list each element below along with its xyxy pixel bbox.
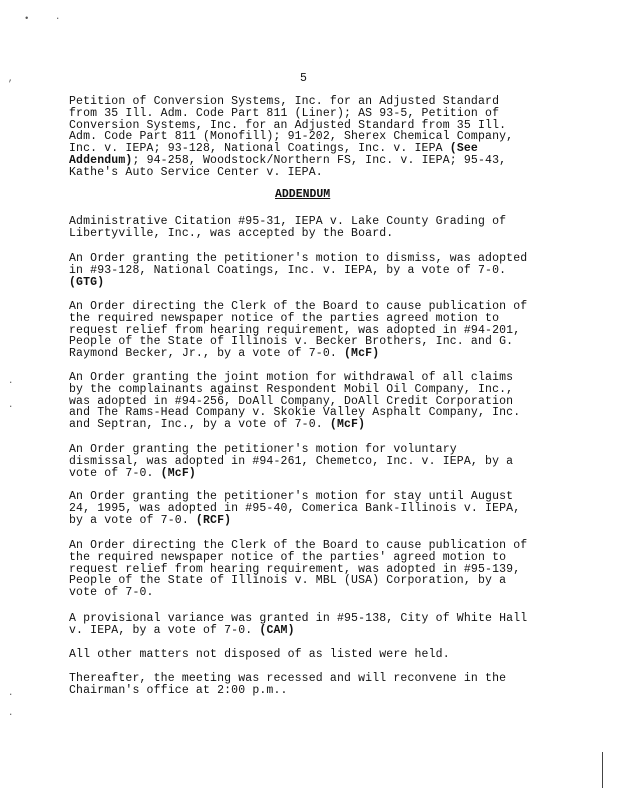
addendum-item xyxy=(69,301,569,360)
addendum-item xyxy=(69,253,569,288)
page-number: 5 xyxy=(300,72,307,85)
scan-speck: · xyxy=(8,402,14,412)
item-initials: (RCF) xyxy=(195,513,232,527)
item-text: An Order granting the petitioner's motion for stay until August 24, 1995, was adopted in #95-40, Comerica Bank-Illinois v. IEPA, by a vote of 7-0. xyxy=(69,490,521,527)
intro-line: Petition of Conversion Systems, Inc. for an Adjusted Standard xyxy=(69,95,500,108)
item-initials: (McF) xyxy=(344,347,380,361)
scan-speck: · xyxy=(8,378,14,388)
intro-line: ; 94-258, Woodstock/Northern FS, Inc. v. IEPA; 95-43, xyxy=(132,153,507,167)
item-initials: (GTG) xyxy=(69,275,105,289)
scan-edge-line xyxy=(602,752,603,788)
closing-paragraph xyxy=(69,673,569,697)
addendum-item xyxy=(69,372,569,431)
addendum-item xyxy=(69,649,569,661)
intro-paragraph xyxy=(69,96,569,179)
intro-line: from 35 Ill. Adm. Code Part 811 (Liner); AS 93-5, Petition of xyxy=(69,106,500,120)
item-text: All other matters not disposed of as listed were held. xyxy=(69,648,450,661)
scan-speck: , xyxy=(8,74,14,84)
intro-line: Conversion Systems, Inc. for an Adjusted Standard from 35 Ill. xyxy=(69,118,507,132)
see-addendum-bold: (See xyxy=(449,142,478,156)
scan-speck: • xyxy=(24,14,30,24)
see-addendum-bold: Addendum) xyxy=(69,153,133,167)
item-text: An Order granting the petitioner's motion to dismiss, was adopted in #93-128, National Coatings, Inc. v. IEPA, by a vote of 7-0. xyxy=(69,252,528,277)
intro-line: Kathe's Auto Service Center v. IEPA. xyxy=(69,165,323,179)
item-text: An Order directing the Clerk of the Board to cause publication of the required newspaper notice of the parties agreed motion to request relief from hearing requirement, was adopted in #94-201, People of the State of Illinois v. Becker Brothers, Inc. and G. Raymond Becker, Jr., by a vote of 7-0. xyxy=(69,300,528,361)
scan-speck: · xyxy=(8,690,14,700)
intro-line: Adm. Code Part 811 (Monofill); 91-202, Sherex Chemical Company, xyxy=(69,130,514,144)
addendum-item xyxy=(69,491,569,526)
item-text: An Order granting the joint motion for withdrawal of all claims by the complainants against Respondent Mobil Oil Company, Inc., was adopted in #94-256, DoAll Company, DoAll Credit Corporation and The Rams-Head Company v. Skokie Valley Asphalt Company, Inc. and Septran, Inc., by a vote of 7-0. xyxy=(69,371,521,432)
addendum-item xyxy=(69,540,569,599)
item-initials: (McF) xyxy=(160,466,196,480)
scan-speck: · xyxy=(55,14,61,24)
intro-line: Inc. v. IEPA; 93-128, National Coatings, Inc. v. IEPA xyxy=(69,142,450,156)
item-initials: (McF) xyxy=(329,418,366,432)
addendum-item xyxy=(69,613,569,637)
item-text: An Order granting the petitioner's motion for voluntary dismissal, was adopted in #94-261, Chemetco, Inc. v. IEPA, by a vote of 7-0. xyxy=(69,443,514,480)
item-text: An Order directing the Clerk of the Board to cause publication of the required newspaper notice of the parties' agreed motion to request relief from hearing requirement, was adopted in #95-139, People of the State of Illinois v. MBL (USA) Corporation, by a vote of 7-0. xyxy=(69,539,528,600)
item-initials: (CAM) xyxy=(259,623,295,637)
item-text: Administrative Citation #95-31, IEPA v. Lake County Grading of Libertyville, Inc., was accepted by the Board. xyxy=(69,215,507,240)
addendum-item xyxy=(69,216,569,240)
addendum-item xyxy=(69,444,569,479)
addendum-heading: ADDENDUM xyxy=(275,188,331,201)
scan-speck: · xyxy=(8,710,14,720)
item-text: Thereafter, the meeting was recessed and will reconvene in the Chairman's office at 2:00 p.m.. xyxy=(69,672,507,697)
item-text: A provisional variance was granted in #95-138, City of White Hall v. IEPA, by a vote of 7-0. xyxy=(69,612,528,637)
